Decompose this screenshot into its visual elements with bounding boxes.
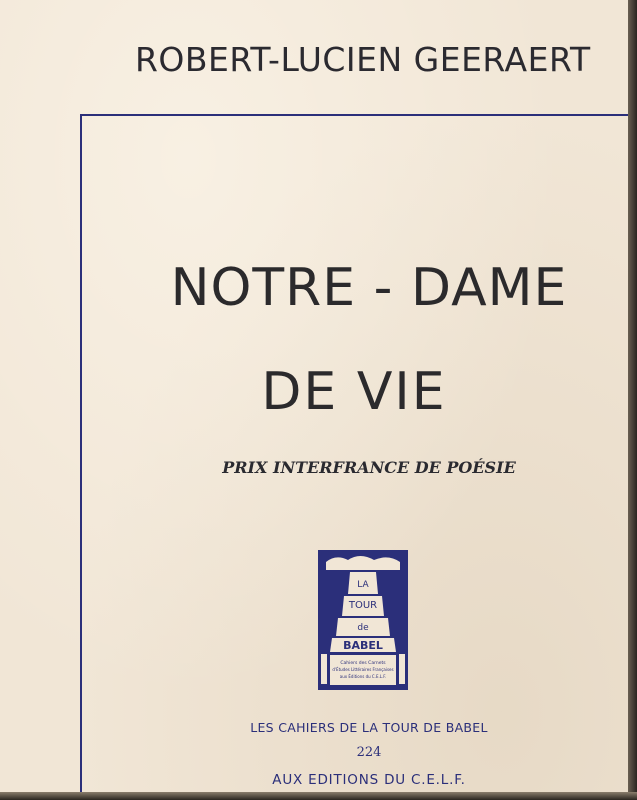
tour-de-babel-logo [318, 550, 408, 690]
cover-frame [80, 114, 628, 792]
author-name: ROBERT-LUCIEN GEERAERT [135, 40, 591, 79]
volume-number: 224 [356, 745, 382, 760]
logo-text-de: de [357, 623, 369, 633]
logo-text-la: LA [357, 580, 369, 590]
logo-caption-1: Cahiers des Carnets [340, 661, 386, 666]
logo-text-tour: TOUR [348, 600, 378, 611]
publisher-name: AUX EDITIONS DU C.E.L.F. [272, 772, 466, 788]
logo-caption-3: aux Éditions du C.E.L.F. [339, 674, 387, 679]
logo-text-babel: BABEL [343, 639, 383, 652]
page-bottom-shadow [0, 792, 637, 800]
page-edge-shadow [628, 0, 637, 800]
collection-name: LES CAHIERS DE LA TOUR DE BABEL [250, 720, 488, 735]
title-line-1: NOTRE - DAME [170, 258, 568, 318]
prize-subtitle: PRIX INTERFRANCE DE POÉSIE [222, 458, 516, 477]
logo-caption-2: d'Études Littéraires Françaises [332, 667, 394, 672]
title-line-2: DE VIE [261, 362, 447, 422]
